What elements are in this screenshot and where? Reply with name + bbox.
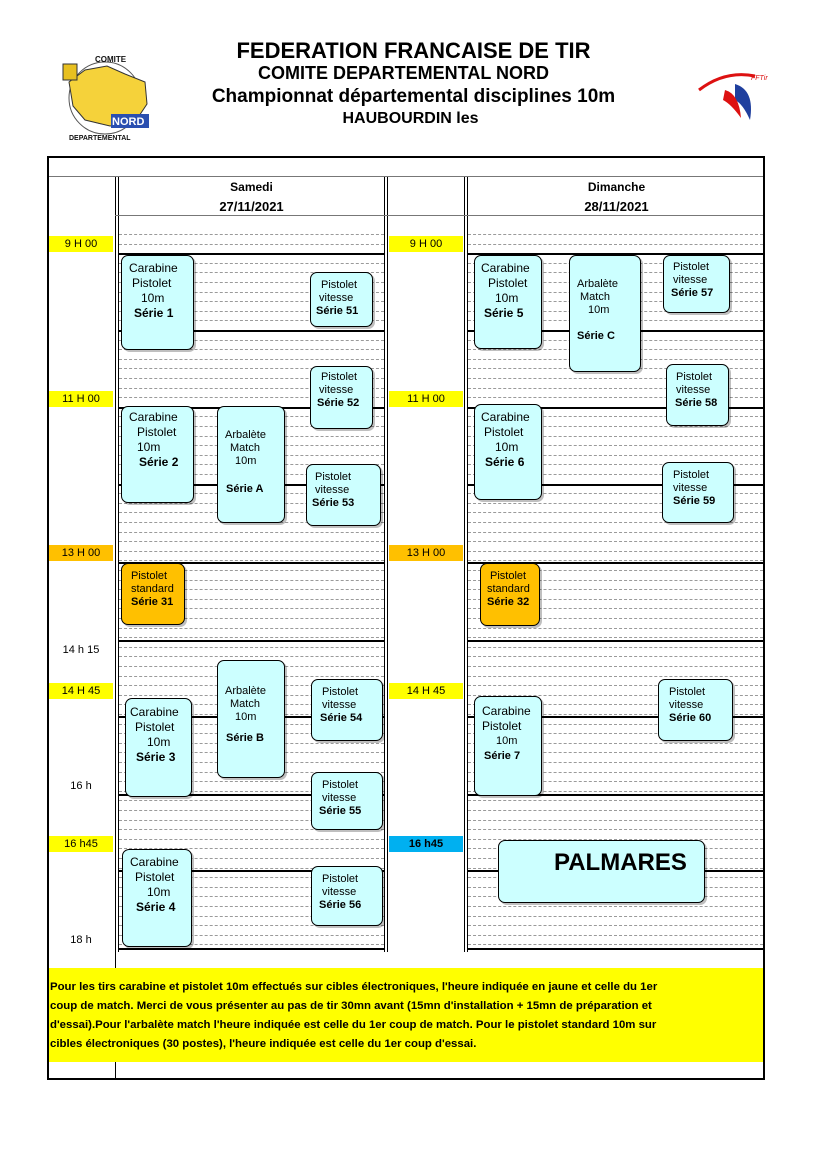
event-pistolet-vitesse-serie-54: Pistolet vitesse Série 54 <box>311 679 383 741</box>
event-carabine-serie-6: Carabine Pistolet 10m Série 6 <box>474 404 542 500</box>
grid-line-dashed <box>468 532 763 533</box>
grid-line-dashed <box>119 359 384 360</box>
event-arbalete-serie-c: Arbalète Match 10m Série C <box>569 255 641 372</box>
event-pistolet-standard-serie-32: Pistolet standard Série 32 <box>480 563 540 626</box>
time-label: 16 h <box>70 780 92 792</box>
title-comite: COMITE DEPARTEMENTAL NORD <box>258 63 549 83</box>
time-label: 9 H 00 <box>389 236 463 252</box>
grid-line-dashed <box>468 935 763 936</box>
fftir-logo <box>695 60 770 125</box>
grid-line-solid <box>468 948 763 950</box>
grid-line-dashed <box>468 925 763 926</box>
grid-line-dashed <box>119 628 384 629</box>
column-divider <box>464 176 465 952</box>
time-label: 14 H 45 <box>389 683 463 699</box>
event-pistolet-vitesse-serie-57: Pistolet vitesse Série 57 <box>663 255 730 313</box>
event-pistolet-vitesse-serie-56: Pistolet vitesse Série 56 <box>311 866 383 926</box>
column-divider <box>387 176 388 952</box>
grid-line-dashed <box>119 244 384 245</box>
palmares-box: PALMARES <box>498 840 705 903</box>
svg-text:DEPARTEMENTAL: DEPARTEMENTAL <box>69 135 131 142</box>
svg-text:FFTir: FFTir <box>751 75 768 82</box>
event-arbalete-serie-a: Arbalète Match 10m Série A <box>217 406 285 523</box>
event-pistolet-vitesse-serie-55: Pistolet vitesse Série 55 <box>311 772 383 830</box>
event-arbalete-serie-b: Arbalète Match 10m Série B <box>217 660 285 778</box>
time-label: 14 H 45 <box>49 683 113 699</box>
time-label: 16 h45 <box>389 836 463 852</box>
grid-line-dashed <box>468 234 763 235</box>
event-pistolet-vitesse-serie-51: Pistolet vitesse Série 51 <box>310 272 373 327</box>
day-date: 28/11/2021 <box>584 199 649 214</box>
grid-line-dashed <box>468 647 763 648</box>
event-pistolet-vitesse-serie-59: Pistolet vitesse Série 59 <box>662 462 734 523</box>
event-carabine-serie-3: Carabine Pistolet 10m Série 3 <box>125 698 192 797</box>
day-header-sunday <box>468 178 765 216</box>
grid-line-solid <box>119 948 384 950</box>
comite-nord-logo <box>55 52 155 142</box>
event-carabine-serie-4: Carabine Pistolet 10m Série 4 <box>122 849 192 947</box>
event-pistolet-vitesse-serie-53: Pistolet vitesse Série 53 <box>306 464 381 526</box>
time-label: 16 h45 <box>49 836 113 852</box>
event-pistolet-vitesse-serie-52: Pistolet vitesse Série 52 <box>310 366 373 429</box>
day-name: Dimanche <box>587 180 646 194</box>
grid-line-dashed <box>468 676 763 677</box>
time-label: 11 H 00 <box>389 391 463 407</box>
grid-line-dashed <box>119 637 384 638</box>
grid-line-dashed <box>119 647 384 648</box>
note-line: d'essai).Pour l'arbalète match l'heure indiquée est celle du 1er coup de match. Pour le pistolet standard 10m sur <box>50 1019 657 1031</box>
grid-line-dashed <box>468 829 763 830</box>
grid-line-solid <box>119 640 384 642</box>
time-label: 18 h <box>70 934 92 946</box>
title-championnat: Championnat départemental disciplines 10m <box>211 86 616 107</box>
note-line: coup de match. Merci de vous présenter au pas de tir 30mn avant (15mn d'installation + 15mn de préparation et <box>50 1000 652 1012</box>
time-label: 11 H 00 <box>49 391 113 407</box>
grid-line-dashed <box>468 944 763 945</box>
event-carabine-serie-1: Carabine Pistolet 10m Série 1 <box>121 255 194 350</box>
grid-line-dashed <box>468 916 763 917</box>
event-pistolet-standard-serie-31: Pistolet standard Série 31 <box>121 563 185 625</box>
grid-line-dashed <box>468 560 763 561</box>
grid-line-dashed <box>119 839 384 840</box>
grid-line-dashed <box>468 810 763 811</box>
grid-line-dashed <box>468 666 763 667</box>
time-label: 9 H 00 <box>49 236 113 252</box>
title-federation: FEDERATION FRANCAISE DE TIR <box>236 38 591 63</box>
event-carabine-serie-7: Carabine Pistolet 10m Série 7 <box>474 696 542 796</box>
column-divider <box>115 176 116 1079</box>
header-rule <box>49 176 763 177</box>
day-header-saturday <box>119 178 384 216</box>
time-label: 13 H 00 <box>389 545 463 561</box>
grid-line-dashed <box>119 560 384 561</box>
grid-line-dashed <box>468 906 763 907</box>
svg-text:COMITE: COMITE <box>95 55 127 64</box>
event-carabine-serie-2: Carabine Pistolet 10m Série 2 <box>121 406 194 503</box>
svg-text:NORD: NORD <box>112 116 145 128</box>
note-line: cibles électroniques (30 postes), l'heure indiquée est celle du 1er coup d'essai. <box>50 1038 477 1050</box>
day-date: 27/11/2021 <box>219 199 284 214</box>
grid-line-dashed <box>119 656 384 657</box>
grid-line-dashed <box>119 551 384 552</box>
event-pistolet-vitesse-serie-58: Pistolet vitesse Série 58 <box>666 364 729 426</box>
grid-line-dashed <box>468 800 763 801</box>
grid-line-dashed <box>468 541 763 542</box>
note-line: Pour les tirs carabine et pistolet 10m effectués sur cibles électroniques, l'heure indiquée en jaune et celle du 1er <box>50 981 658 993</box>
title-location: HAUBOURDIN les <box>342 110 479 127</box>
grid-line-solid <box>468 640 763 642</box>
grid-line-dashed <box>119 541 384 542</box>
grid-line-dashed <box>468 628 763 629</box>
grid-line-dashed <box>119 532 384 533</box>
time-label: 14 h 15 <box>62 644 100 656</box>
grid-line-dashed <box>468 656 763 657</box>
grid-line-dashed <box>468 551 763 552</box>
grid-line-dashed <box>468 637 763 638</box>
grid-line-dashed <box>468 820 763 821</box>
event-pistolet-vitesse-serie-60: Pistolet vitesse Série 60 <box>658 679 733 741</box>
grid-line-dashed <box>468 244 763 245</box>
time-label: 13 H 00 <box>49 545 113 561</box>
grid-line-dashed <box>119 234 384 235</box>
column-divider <box>384 176 385 952</box>
event-carabine-serie-5: Carabine Pistolet 10m Série 5 <box>474 255 542 349</box>
info-note <box>49 968 763 1062</box>
day-name: Samedi <box>230 180 273 194</box>
